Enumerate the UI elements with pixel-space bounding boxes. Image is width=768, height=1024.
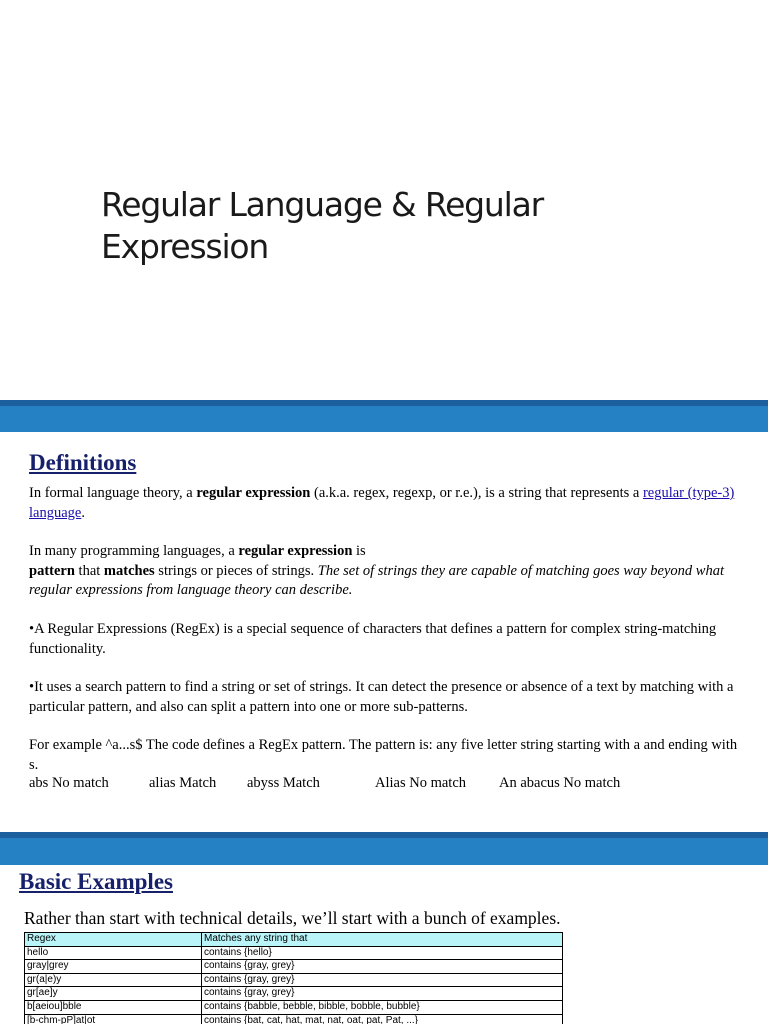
text-run: (a.k.a. regex, regexp, or r.e.), is a string that represents a xyxy=(310,485,643,501)
bold-term: matches xyxy=(103,562,155,579)
regex-cell: hello xyxy=(25,946,202,960)
table-row xyxy=(25,960,563,974)
slide-title-line-2: Expression xyxy=(101,227,269,266)
match-example: abyss Match xyxy=(247,775,320,791)
matches-cell: contains {bat, cat, hat, mat, nat, oat, pat, Pat, ...} xyxy=(202,1014,563,1024)
matches-cell: contains {gray, grey} xyxy=(202,960,563,974)
bold-term: pattern xyxy=(29,562,75,579)
matches-cell: contains {hello} xyxy=(202,946,563,960)
basic-examples-heading: Basic Examples xyxy=(19,869,173,894)
definition-paragraph-4: •It uses a search pattern to find a string or set of strings. It can detect the presence or absence of a text by matching with a particular pattern, and also can split a pattern into one or more sub-patterns. xyxy=(29,679,734,715)
table-row xyxy=(25,946,563,960)
column-header-regex: Regex xyxy=(25,933,202,947)
table-row xyxy=(25,987,563,1001)
table-row xyxy=(25,973,563,987)
title-slide xyxy=(0,0,768,400)
matches-cell: contains {gray, grey} xyxy=(202,987,563,1001)
slide-divider-band xyxy=(0,400,768,432)
text-run: In many programming languages, a xyxy=(29,543,239,559)
match-example: alias Match xyxy=(149,775,217,791)
regex-cell: gr(a|e)y xyxy=(25,973,202,987)
text-run: strings or pieces of strings. xyxy=(154,562,318,579)
definition-paragraph-2 xyxy=(29,542,741,601)
bold-term: regular expression xyxy=(238,543,353,559)
column-header-matches: Matches any string that xyxy=(202,933,563,947)
regular-language-link[interactable]: regular (type-3) language xyxy=(29,485,735,521)
definitions-slide xyxy=(0,432,768,832)
slide-title-line-1: Regular Language & Regular xyxy=(101,185,543,224)
basic-examples-intro: Rather than start with technical details, we’ll start with a bunch of examples. xyxy=(24,908,561,928)
definition-paragraph-5: For example ^a...s$ The code defines a RegEx pattern. The pattern is: any five letter string starting with a and ending with s. xyxy=(29,737,738,773)
table-row xyxy=(25,1000,563,1014)
basic-examples-slide xyxy=(0,865,768,1024)
bold-term: regular expression xyxy=(196,485,311,501)
regex-cell: gr[ae]y xyxy=(25,987,202,1001)
definitions-heading: Definitions xyxy=(29,450,137,475)
definition-paragraph-1 xyxy=(29,484,741,523)
match-example: An abacus No match xyxy=(499,775,621,791)
slide-title xyxy=(101,184,621,268)
slide-divider-band xyxy=(0,832,768,865)
text-run: In formal language theory, a xyxy=(29,485,197,501)
matches-cell: contains {babble, bebble, bibble, bobble, bubble} xyxy=(202,1000,563,1014)
table-row xyxy=(25,1014,563,1024)
regex-cell: b[aeiou]bble xyxy=(25,1000,202,1014)
regex-cell: gray|grey xyxy=(25,960,202,974)
table-header-row xyxy=(25,933,563,947)
text-run: is xyxy=(352,543,366,559)
matches-cell: contains {gray, grey} xyxy=(202,973,563,987)
italic-text: The set of strings they are capable of matching goes way beyond what regular expressions from language theory can describe. xyxy=(29,562,724,598)
match-example: abs No match xyxy=(29,775,109,791)
regex-examples-table xyxy=(24,932,563,1024)
text-run: . xyxy=(81,504,85,521)
regex-cell: [b-chm-pP]at|ot xyxy=(25,1014,202,1024)
definition-paragraph-3: •A Regular Expressions (RegEx) is a special sequence of characters that defines a pattern for complex string-matching functionality. xyxy=(29,621,717,657)
text-run: that xyxy=(74,562,104,579)
match-example: Alias No match xyxy=(375,775,467,791)
